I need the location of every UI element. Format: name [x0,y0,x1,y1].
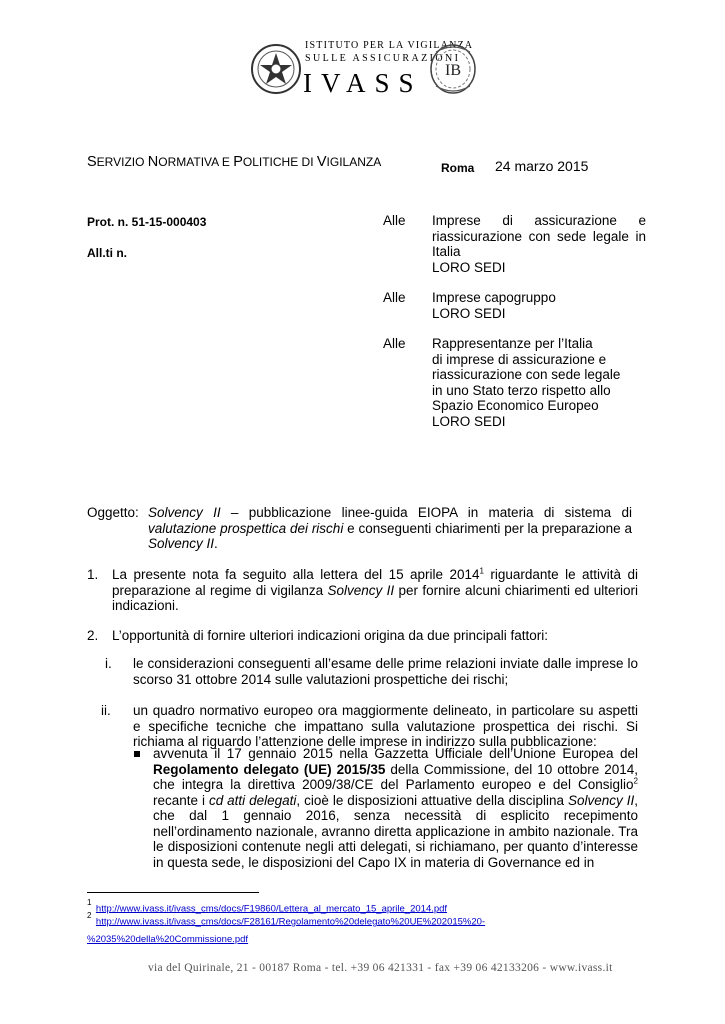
recipient-label: Alle [383,213,406,228]
footnote-separator [87,892,259,893]
footnote-link-continued[interactable]: %2035%20della%20Commissione.pdf [87,934,249,946]
place: Roma [441,161,475,175]
ivass-monogram-icon [428,42,478,96]
bullet-square-icon [134,751,140,757]
footnote-link[interactable]: http://www.ivass.it/ivass_cms/docs/F19860/Lettera_al_mercato_15_aprile_2014.pdf [95,903,448,915]
recipient-block: Imprese di assicurazione e riassicurazione con sede legale in Italia LORO SEDI [432,213,646,275]
recipient-label: Alle [383,290,406,305]
paragraph-number: 1. [87,567,99,582]
paragraph-1: La presente nota fa seguito alla lettera del 15 aprile 2014$^1$ riguardante le attività di preparazione al regime di vigilanza Solvency II per fornire alcuni chiarimenti ed ulteriori indicazioni. [112,566,639,613]
subject-text: Solvency II – pubblicazione linee-guida EIOPA in materia di sistema di valutazione prospettica dei rischi e conseguenti chiarimenti per la preparazione a Solvency II. [148,505,633,551]
attachments-label: All.ti n. [87,246,127,260]
list-item-number: i. [105,656,112,671]
list-item-ii: un quadro normativo europeo ora maggiormente delineato, in particolare su aspetti e specifiche tecniche che impattano sulla valutazione prospettica dei rischi. Si richiama al riguardo l’attenzione delle imprese in indirizzo sulla pubblicazione: [133,703,638,749]
page-footer: via del Quirinale, 21 - 00187 Roma - tel. +39 06 421331 - fax +39 06 42133206 - www.ivass.it [148,962,613,974]
subject-label: Oggetto: [87,505,139,520]
protocol-number: Prot. n. 51-15-000403 [87,215,207,229]
institute-name-line2: SULLE ASSICURAZIONI [305,53,461,64]
recipient-label: Alle [383,336,406,351]
footnote-ref: 2 [633,776,638,786]
institute-name-line1: ISTITUTO PER LA VIGILANZA [305,40,474,51]
footnote-ref: 1 [479,566,484,576]
monogram-text: IB [445,62,461,79]
recipient-block: Rappresentanze per l’Italia di imprese di assicurazione e riassicurazione con sede legale in uno Stato terzo rispetto allo Spazio Economico Europeo LORO SEDI [432,336,621,429]
footnote-2: $^2$ http://www.ivass.it/ivass_cms/docs/F28161/Regolamento%20delegato%20UE%202015%20- %2035%20della%20Commissione.pdf [87,911,486,946]
footnote-link[interactable]: http://www.ivass.it/ivass_cms/docs/F28161/Regolamento%20delegato%20UE%202015%20- [95,916,486,928]
paragraph-number: 2. [87,628,99,643]
bullet-text: avvenuta il 17 gennaio 2015 nella Gazzetta Ufficiale dell’Unione Europea del Regolamento delegato (UE) 2015/35 della Commissione, del 10 ottobre 2014, che integra la direttiva 2009/38/CE del Parlamento europeo e del Consiglio$^2$ recante i cd atti delegati, cioè le disposizioni attuative della disciplina Solvency II, che dal 1 gennaio 2016, senza necessità di esplicito recepimento nell’ordinamento nazionale, avranno diretta applicazione in ambito nazionale. Tra le disposizioni contenute negli atti delegati, si richiamano, per quanto d’interesse in questa sede, le disposizioni del Capo IX in materia di Governance ed in [153,746,639,870]
list-item-i: le considerazioni conseguenti all’esame delle prime relazioni inviate dalle imprese lo scorso 31 ottobre 2014 sulle valutazioni prospettiche dei rischi; [133,656,638,687]
list-item-number: ii. [101,703,111,718]
footnote-1: $^1$ http://www.ivass.it/ivass_cms/docs/F19860/Lettera_al_mercato_15_aprile_2014.pdf [87,898,448,915]
brand-logo-text: IVASS [303,68,423,98]
office-name: SERVIZIO NORMATIVA E POLITICHE DI VIGILANZA [87,154,382,170]
italian-republic-emblem-icon [249,42,303,96]
paragraph-2: L’opportunità di fornire ulteriori indicazioni origina da due principali fattori: [112,628,549,643]
letter-date: 24 marzo 2015 [495,158,589,174]
recipient-block: Imprese capogruppo LORO SEDI [432,290,556,321]
